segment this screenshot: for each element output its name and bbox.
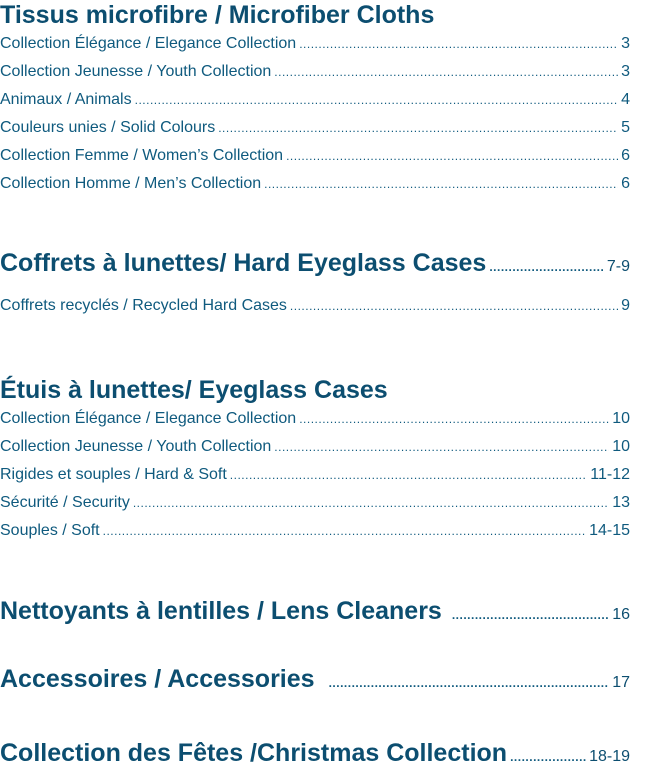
section-heading[interactable]: [0, 664, 630, 698]
dot-leader: [274, 433, 609, 461]
dot-leader: [274, 58, 618, 86]
section-lens-cleaners: [0, 596, 630, 630]
entry-page: 11-12: [590, 466, 630, 483]
section-heading[interactable]: [0, 596, 630, 630]
section-title: Tissus microfibre / Microfiber Cloths: [0, 1, 435, 29]
dot-leader: [299, 405, 609, 433]
entry-page: 14-15: [589, 522, 630, 539]
entry-page: 6: [621, 175, 630, 192]
toc-entry[interactable]: [0, 86, 630, 114]
dot-leader: [218, 114, 618, 142]
entry-label: Coffrets recyclés / Recycled Hard Cases: [0, 297, 287, 314]
section-heading[interactable]: [0, 0, 630, 30]
toc-entry[interactable]: [0, 142, 630, 170]
section-hard-eyeglass-cases: [0, 248, 630, 320]
toc-entry[interactable]: [0, 30, 630, 58]
section-title: Collection des Fêtes /Christmas Collection: [0, 739, 508, 767]
section-christmas-collection: [0, 738, 630, 772]
entry-label: Rigides et souples / Hard & Soft: [0, 466, 227, 483]
toc-entry[interactable]: [0, 170, 630, 198]
entry-label: Collection Homme / Men’s Collection: [0, 175, 262, 192]
section-title: Coffrets à lunettes/ Hard Eyeglass Cases: [0, 249, 487, 277]
entry-label: Sécurité / Security: [0, 494, 130, 511]
entry-page: 3: [621, 35, 630, 52]
entry-label: Souples / Soft: [0, 522, 100, 539]
section-microfiber-cloths: [0, 0, 630, 198]
section-heading[interactable]: [0, 738, 630, 772]
toc-entry[interactable]: [0, 114, 630, 142]
section-eyeglass-cases: [0, 375, 630, 545]
entry-label: Collection Jeunesse / Youth Collection: [0, 438, 272, 455]
entry-page: 6: [621, 147, 630, 164]
dot-leader: [135, 86, 618, 114]
dot-leader: [133, 489, 609, 517]
entry-page: 10: [612, 410, 630, 427]
entry-label: Animaux / Animals: [0, 91, 132, 108]
toc-entry[interactable]: [0, 405, 630, 433]
entry-page: 13: [612, 494, 630, 511]
entry-label: Collection Femme / Women’s Collection: [0, 147, 284, 164]
dot-leader: [290, 292, 618, 320]
toc-entry[interactable]: [0, 58, 630, 86]
entry-page: 9: [621, 297, 630, 314]
entry-page: 5: [621, 119, 630, 136]
dot-leader: [286, 142, 618, 170]
section-heading[interactable]: [0, 248, 630, 282]
toc-entry[interactable]: [0, 433, 630, 461]
entry-label: Collection Jeunesse / Youth Collection: [0, 63, 272, 80]
toc-entry[interactable]: [0, 489, 630, 517]
section-title: Étuis à lunettes/ Eyeglass Cases: [0, 376, 388, 404]
entry-label: Couleurs unies / Solid Colours: [0, 119, 216, 136]
toc-entry[interactable]: [0, 292, 630, 320]
toc-entry[interactable]: [0, 517, 630, 545]
dot-leader: [230, 461, 587, 489]
entry-page: 4: [621, 91, 630, 108]
section-title: Accessoires / Accessories: [0, 665, 315, 693]
section-page: 7-9: [606, 258, 630, 275]
section-page: 17: [612, 674, 630, 691]
section-heading[interactable]: [0, 375, 630, 405]
entry-page: 10: [612, 438, 630, 455]
dot-leader: [103, 517, 586, 545]
dot-leader: [299, 30, 618, 58]
section-title: Nettoyants à lentilles / Lens Cleaners: [0, 597, 442, 625]
dot-leader: [329, 664, 610, 698]
dot-leader: [510, 738, 586, 772]
dot-leader: [264, 170, 618, 198]
toc-entry[interactable]: [0, 461, 630, 489]
entry-label: Collection Élégance / Elegance Collection: [0, 35, 297, 52]
entry-label: Collection Élégance / Elegance Collection: [0, 410, 297, 427]
section-page: 18-19: [589, 748, 630, 765]
dot-leader: [452, 596, 609, 630]
section-page: 16: [612, 606, 630, 623]
section-accessories: [0, 664, 630, 698]
entry-page: 3: [621, 63, 630, 80]
dot-leader: [489, 248, 604, 282]
